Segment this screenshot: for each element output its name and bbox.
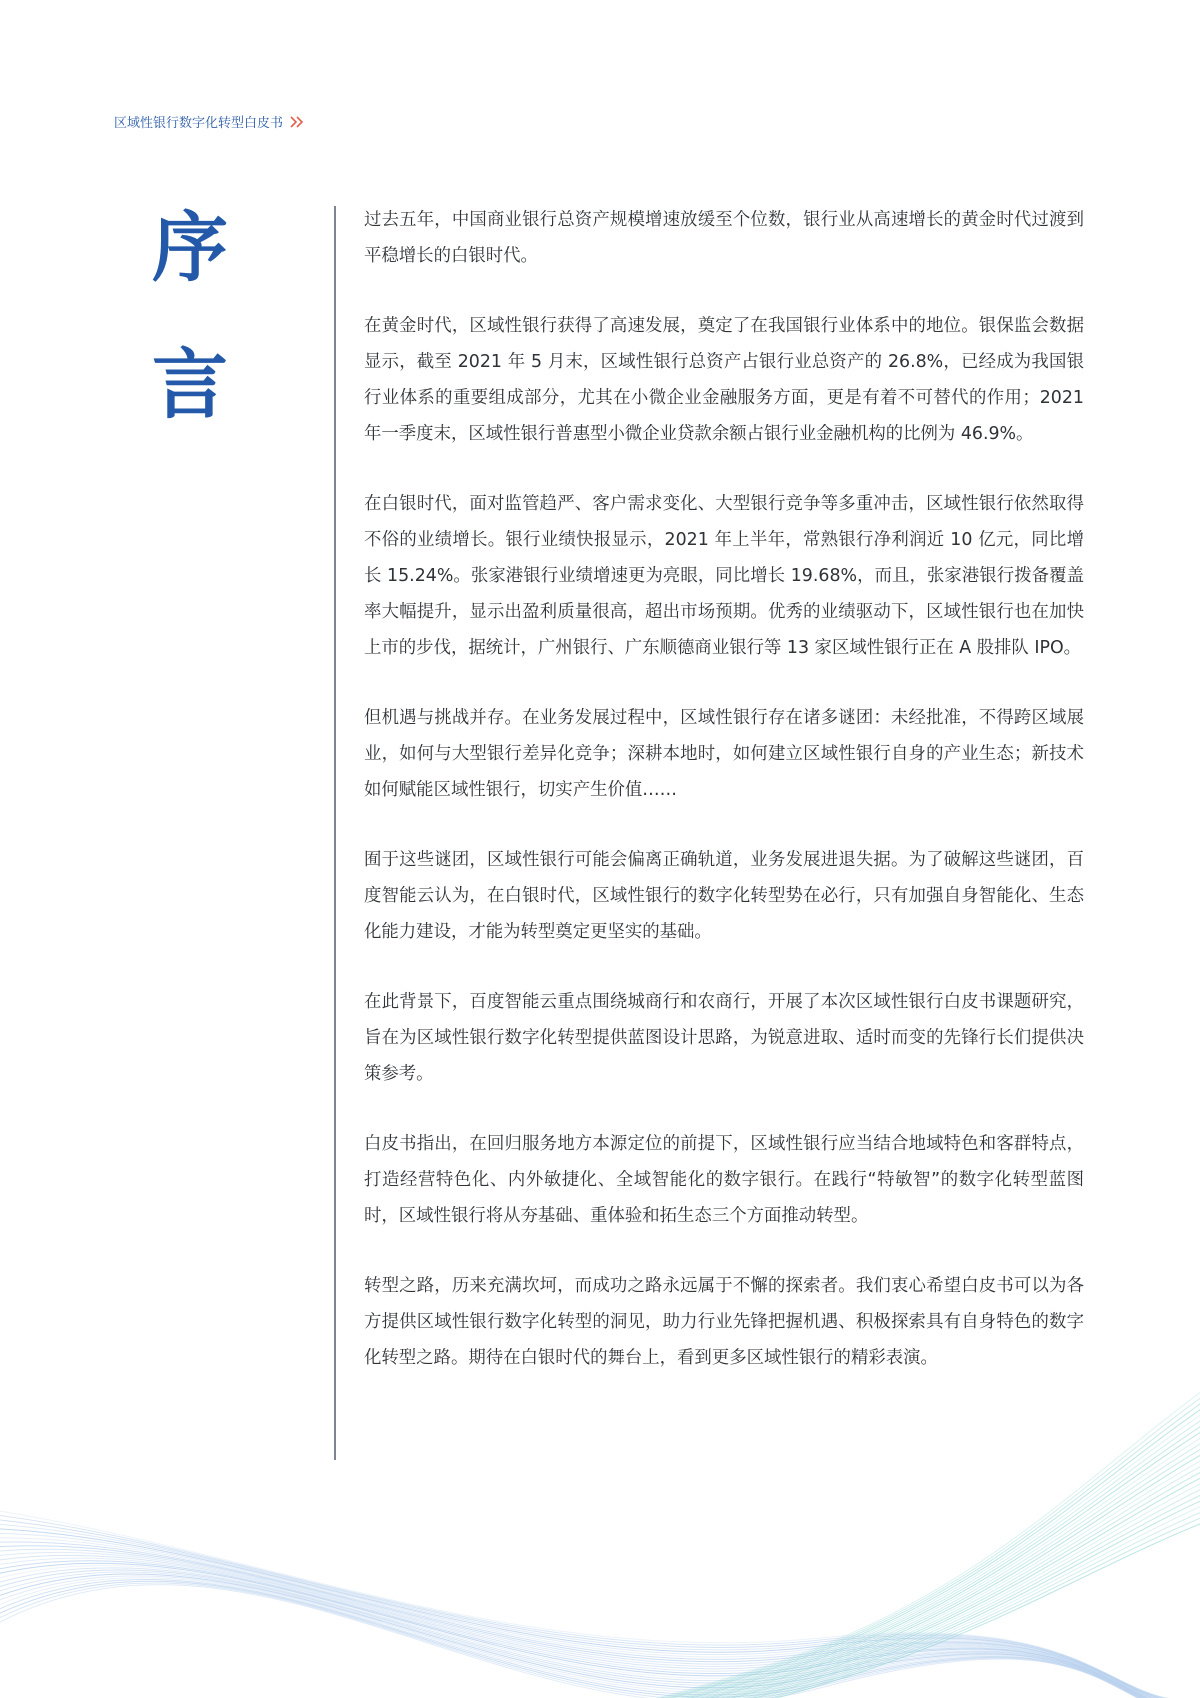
wave-line: [0, 1508, 1200, 1698]
paragraph: 在白银时代，面对监管趋严、客户需求变化、大型银行竞争等多重冲击，区域性银行依然取得不俗的业绩增长。银行业绩快报显示，2021 年上半年，常熟银行净利润近 10 亿元，同比增长 15.24%。张家港银行业绩增速更为亮眼，同比增长 19.68%，而且，张家港银行拨备覆盖率大幅提升，显示出盈利质量很高，超出市场预期。优秀的业绩驱动下，区域性银行也在加快上市的步伐，据统计，广州银行、广东顺德商业银行等 13 家区域性银行正在 A 股排队 IPO。: [364, 494, 1084, 658]
section-title-char-2: 言: [152, 340, 228, 429]
paragraph: 白皮书指出，在回归服务地方本源定位的前提下，区域性银行应当结合地域特色和客群特点，打造经营特色化、内外敏捷化、全域智能化的数字银行。在践行“特敏智”的数字化转型蓝图时，区域性银行将从夯基础、重体验和拓生态三个方面推动转型。: [364, 1134, 1084, 1226]
paragraph: 过去五年，中国商业银行总资产规模增速放缓至个位数，银行业从高速增长的黄金时代过渡到平稳增长的白银时代。: [364, 210, 1084, 266]
section-title-char-1: 序: [152, 203, 228, 292]
wave-line: [0, 1570, 1200, 1698]
vertical-divider: [334, 206, 336, 1460]
wave-line: [0, 1585, 1200, 1698]
wave-lines-decoration: [0, 1338, 1200, 1698]
paragraph: 但机遇与挑战并存。在业务发展过程中，区域性银行存在诸多谜团：未经批准，不得跨区域展业，如何与大型银行差异化竞争；深耕本地时，如何建立区域性银行自身的产业生态；新技术如何赋能区域性银行，切实产生价值……: [364, 708, 1084, 800]
wave-line: [0, 1568, 1200, 1698]
paragraph: 转型之路，历来充满坎坷，而成功之路永远属于不懈的探索者。我们衷心希望白皮书可以为各方提供区域性银行数字化转型的洞见，助力行业先锋把握机遇、积极探索具有自身特色的数字化转型之路。期待在白银时代的舞台上，看到更多区域性银行的精彩表演。: [364, 1276, 1084, 1368]
wave-line: [0, 1572, 1200, 1698]
wave-line: [0, 1581, 1200, 1698]
double-chevron-right-icon: [289, 116, 305, 128]
preface-body: [364, 202, 1084, 1410]
paragraph: 囿于这些谜团，区域性银行可能会偏离正确轨道，业务发展进退失据。为了破解这些谜团，百度智能云认为，在白银时代，区域性银行的数字化转型势在必行，只有加强自身智能化、生态化能力建设，才能为转型奠定更坚实的基础。: [364, 850, 1084, 942]
wave-line: [0, 1542, 1200, 1698]
paragraph: 在黄金时代，区域性银行获得了高速发展，奠定了在我国银行业体系中的地位。银保监会数据显示，截至 2021 年 5 月末，区域性银行总资产占银行业总资产的 26.8%，已经成为我国银行业体系的重要组成部分，尤其在小微企业金融服务方面，更是有着不可替代的作用；2021 年一季度末，区域性银行普惠型小微企业贷款余额占银行业金融机构的比例为 46.9%。: [364, 316, 1084, 444]
wave-line: [0, 1552, 1200, 1698]
wave-line: [380, 1420, 1200, 1698]
header-title: 区域性银行数字化转型白皮书: [114, 116, 284, 131]
running-header: [114, 112, 305, 131]
paragraph: 在此背景下，百度智能云重点围绕城商行和农商行，开展了本次区域性银行白皮书课题研究，旨在为区域性银行数字化转型提供蓝图设计思路，为锐意进取、适时而变的先锋行长们提供决策参考。: [364, 992, 1084, 1084]
